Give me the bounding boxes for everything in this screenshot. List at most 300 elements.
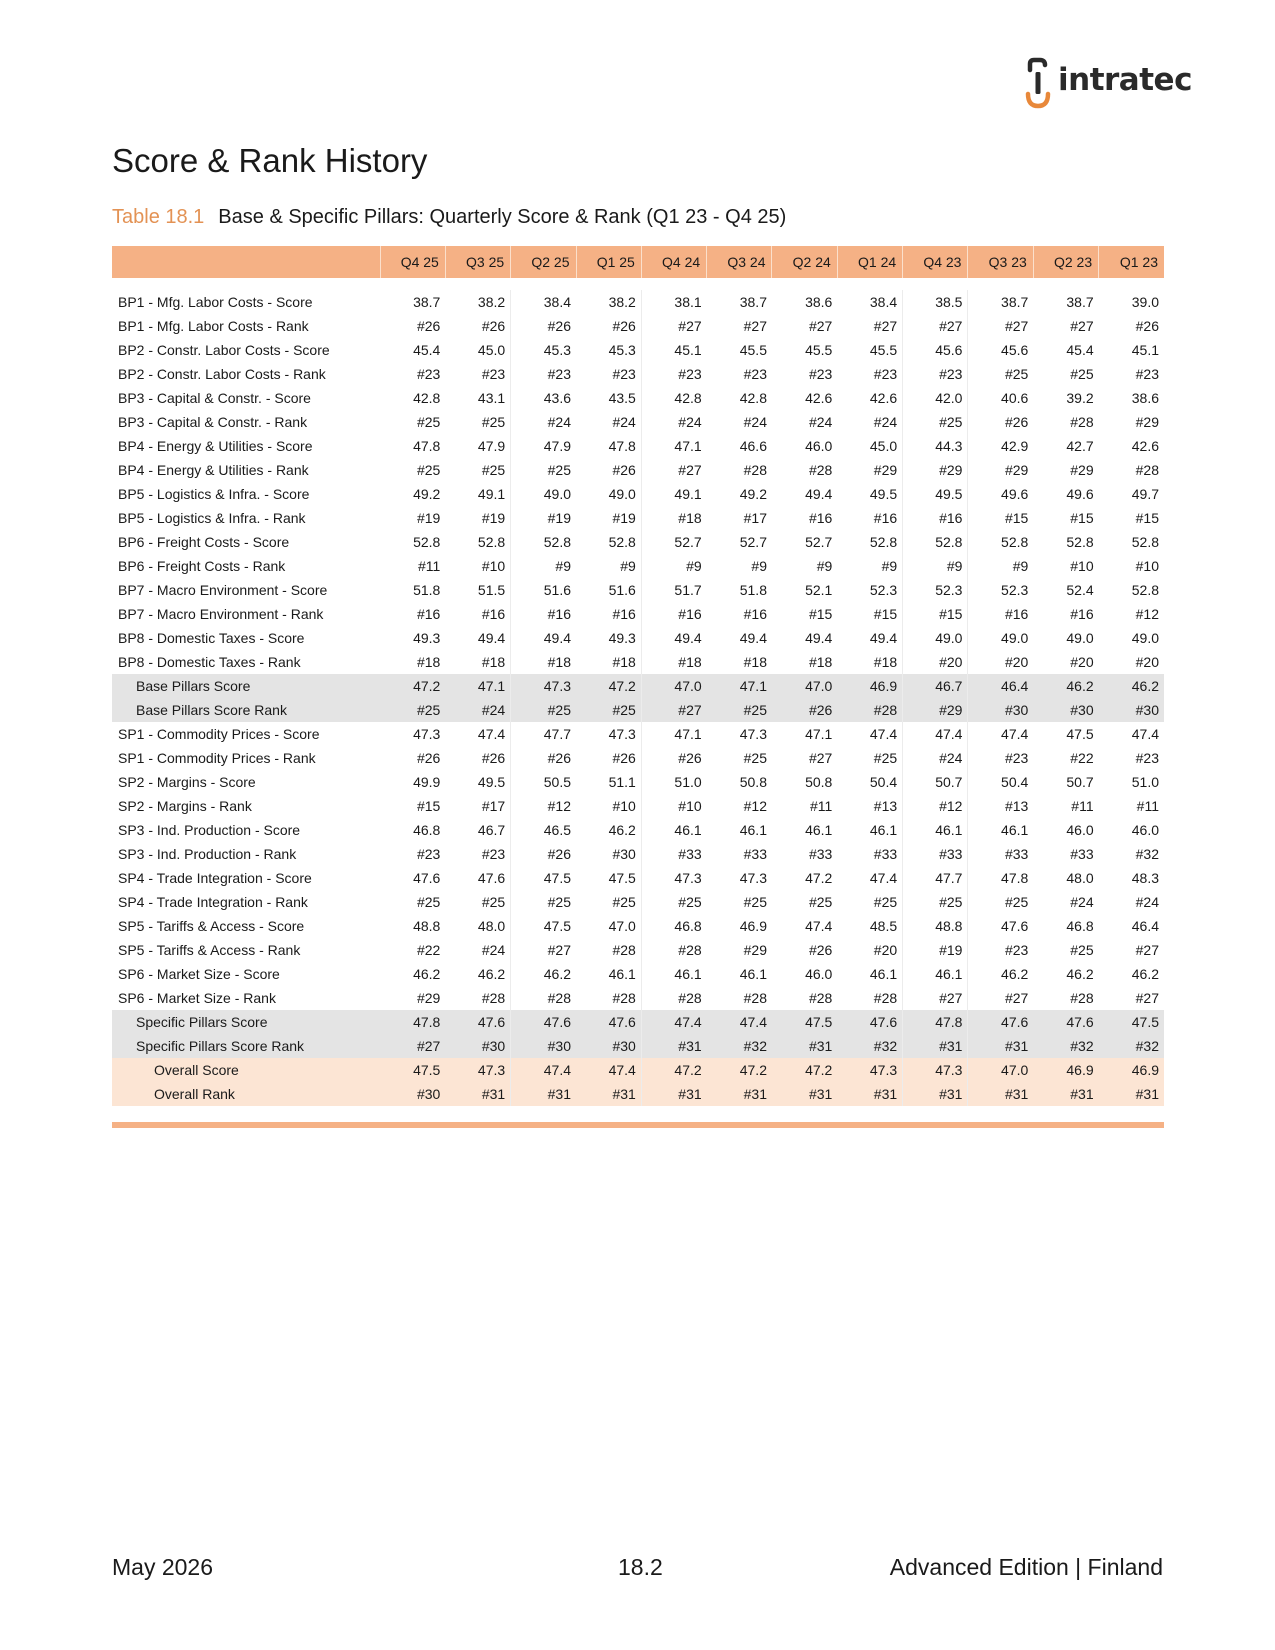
table-cell: 49.0	[1066, 630, 1094, 646]
table-cell: 52.8	[608, 534, 636, 550]
table-cell: #22	[416, 942, 441, 958]
table-cell: 49.0	[968, 626, 1033, 650]
table-cell: #25	[416, 414, 441, 430]
table-cell: 47.8	[413, 438, 441, 454]
table-cell: #23	[511, 362, 576, 386]
table-cell: 49.0	[1131, 630, 1159, 646]
table-cell: 46.7	[903, 674, 968, 698]
table-cell: 45.1	[1131, 342, 1159, 358]
table-cell: #27	[1135, 942, 1159, 958]
table-cell: 46.4	[1131, 918, 1159, 934]
table-cell: #11	[809, 798, 833, 814]
table-cell: #28	[1070, 990, 1094, 1006]
table-cell: 49.4	[477, 630, 506, 646]
table-cell: #28	[641, 938, 706, 962]
table-cell: #26	[511, 746, 576, 770]
table-row	[112, 482, 1164, 506]
table-cell: #24	[445, 698, 510, 722]
table-cell: 47.3	[837, 1058, 902, 1082]
table-cell: 52.3	[903, 578, 968, 602]
logo-wordmark: intratec	[1058, 62, 1192, 98]
table-cell: #29	[903, 458, 968, 482]
table-cell: #18	[511, 650, 576, 674]
table-cell: #33	[903, 842, 968, 866]
table-cell: 47.5	[772, 1010, 837, 1034]
table-cell: 47.5	[608, 870, 636, 886]
table-cell: #10	[612, 798, 636, 814]
table-cell: #19	[612, 510, 636, 526]
table-cell: 39.2	[1066, 390, 1094, 406]
table-cell: #24	[481, 942, 506, 958]
row-label: SP4 - Trade Integration - Rank	[118, 894, 308, 910]
table-row	[112, 698, 1164, 722]
table-cell: #24	[1135, 894, 1159, 910]
table-cell: 49.6	[1066, 486, 1094, 502]
table-cell: 46.1	[869, 966, 898, 982]
table-cell: 38.7	[739, 294, 767, 310]
table-cell: #22	[1070, 750, 1094, 766]
table-cell: 48.3	[1131, 870, 1159, 886]
table-row	[112, 458, 1164, 482]
footer-date: May 2026	[112, 1554, 214, 1580]
table-row	[112, 602, 1164, 626]
table-cell: #26	[641, 746, 706, 770]
table-cell: #25	[1070, 366, 1094, 382]
table-cell: 42.8	[413, 390, 441, 406]
table-cell: 47.3	[739, 726, 767, 742]
table-cell: #31	[511, 1082, 576, 1106]
table-cell: #25	[743, 894, 767, 910]
table-cell: #33	[968, 842, 1033, 866]
table-cell: #23	[416, 366, 441, 382]
table-cell: 46.9	[1099, 1058, 1164, 1082]
table-row	[112, 410, 1164, 434]
column-header: Q4 23	[903, 246, 968, 278]
table-cell: #18	[612, 654, 636, 670]
table-cell: 47.4	[869, 870, 898, 886]
table-row	[112, 890, 1164, 914]
table-cell: #29	[1070, 462, 1094, 478]
table-cell: 49.2	[413, 486, 441, 502]
table-cell: 52.7	[805, 534, 833, 550]
table-cell: #18	[416, 654, 441, 670]
table-cell: #26	[968, 410, 1033, 434]
table-cell: 45.3	[608, 342, 636, 358]
table-cell: #27	[873, 318, 898, 334]
column-header: Q4 25	[380, 246, 445, 278]
table-cell: 46.2	[1033, 674, 1098, 698]
table-cell: #26	[511, 842, 576, 866]
table-cell: #27	[511, 938, 576, 962]
table-cell: #31	[641, 1082, 706, 1106]
table-cell: 47.0	[772, 674, 837, 698]
table-cell: #30	[576, 1034, 641, 1058]
footer-edition: Advanced Edition | Finland	[889, 1554, 1163, 1580]
table-cell: #25	[808, 894, 833, 910]
table-cell: #25	[1070, 942, 1094, 958]
table-cell: 47.1	[641, 722, 706, 746]
table-cell: 47.8	[380, 1010, 445, 1034]
row-label: SP6 - Market Size - Rank	[118, 990, 276, 1006]
table-row	[112, 746, 1164, 770]
table-cell: 47.3	[413, 726, 441, 742]
table-cell: 45.0	[477, 342, 506, 358]
table-row	[112, 962, 1164, 986]
table-cell: #16	[416, 606, 441, 622]
table-cell: #25	[873, 894, 898, 910]
table-row	[112, 578, 1164, 602]
table-cell: 47.8	[903, 1010, 968, 1034]
table-cell: #24	[1070, 894, 1094, 910]
table-cell: 50.8	[805, 774, 833, 790]
table-cell: 49.4	[805, 630, 833, 646]
table-cell: 45.6	[968, 338, 1033, 362]
table-cell: 51.6	[511, 578, 576, 602]
table-cell: #33	[1070, 846, 1094, 862]
table-cell: 46.2	[968, 962, 1033, 986]
table-cell: 47.2	[641, 1058, 706, 1082]
table-cell: 47.1	[707, 674, 772, 698]
table-cell: 38.2	[477, 294, 506, 310]
table-cell: #19	[481, 510, 506, 526]
table-cell: 45.4	[413, 342, 441, 358]
table-cell: 52.7	[739, 534, 767, 550]
column-header: Q3 25	[445, 246, 510, 278]
table-cell: #23	[968, 938, 1033, 962]
table-cell: #27	[808, 750, 833, 766]
table-cell: 46.2	[1131, 966, 1159, 982]
table-spacer-row	[112, 278, 1164, 290]
table-row	[112, 650, 1164, 674]
table-cell: #31	[641, 1034, 706, 1058]
table-cell: 51.8	[413, 582, 441, 598]
table-cell: 38.7	[413, 294, 441, 310]
table-cell: 47.1	[641, 434, 706, 458]
table-cell: 47.3	[608, 726, 636, 742]
column-header: Q1 24	[837, 246, 902, 278]
table-cell: #9	[620, 558, 636, 574]
table-cell: #18	[873, 654, 898, 670]
row-label: Specific Pillars Score	[112, 1010, 380, 1034]
table-cell: #26	[612, 318, 636, 334]
table-cell: 47.6	[968, 914, 1033, 938]
table-cell: #23	[481, 846, 506, 862]
row-label: SP4 - Trade Integration - Score	[118, 870, 312, 886]
table-cell: #31	[903, 1034, 968, 1058]
table-cell: #27	[968, 314, 1033, 338]
table-cell: #25	[903, 890, 968, 914]
table-cell: #18	[481, 654, 506, 670]
table-cell: 48.0	[1066, 870, 1094, 886]
table-cell: 38.7	[968, 290, 1033, 314]
table-cell: 51.5	[477, 582, 506, 598]
table-cell: 40.6	[968, 386, 1033, 410]
table-cell: #12	[1135, 606, 1159, 622]
table-cell: 46.0	[1131, 822, 1159, 838]
table-cell: #9	[881, 558, 898, 574]
table-cell: #25	[511, 698, 576, 722]
column-header: Q2 23	[1033, 246, 1098, 278]
table-cell: #16	[968, 602, 1033, 626]
table-cell: #15	[903, 602, 968, 626]
table-row	[112, 362, 1164, 386]
table-cell: 47.2	[805, 870, 833, 886]
table-row	[112, 818, 1164, 842]
table-cell: #29	[873, 462, 898, 478]
score-rank-table	[112, 246, 1164, 1106]
table-cell: 51.6	[608, 582, 636, 598]
table-cell: #31	[903, 1082, 968, 1106]
table-cell: #23	[903, 362, 968, 386]
table-cell: 49.4	[805, 486, 833, 502]
table-cell: 38.6	[805, 294, 833, 310]
table-cell: 50.8	[739, 774, 767, 790]
table-cell: 49.4	[641, 626, 706, 650]
table-cell: #10	[481, 558, 506, 574]
table-cell: #15	[1135, 510, 1159, 526]
table-row	[112, 554, 1164, 578]
table-cell: 47.4	[968, 722, 1033, 746]
table-cell: #27	[1070, 318, 1094, 334]
table-cell: 50.4	[968, 770, 1033, 794]
table-cell: 49.5	[869, 486, 898, 502]
table-cell: 47.4	[511, 1058, 576, 1082]
table-cell: 47.6	[1033, 1010, 1098, 1034]
table-cell: 47.0	[608, 918, 636, 934]
table-cell: #32	[837, 1034, 902, 1058]
table-cell: #27	[968, 986, 1033, 1010]
table-row	[112, 842, 1164, 866]
row-label: BP7 - Macro Environment - Score	[118, 582, 328, 598]
table-cell: 51.8	[739, 582, 767, 598]
table-cell: 42.0	[903, 386, 968, 410]
table-cell: #25	[903, 410, 968, 434]
table-cell: 49.3	[413, 630, 441, 646]
table-cell: 49.5	[903, 482, 968, 506]
table-cell: 52.4	[1066, 582, 1094, 598]
table-cell: 52.8	[1066, 534, 1094, 550]
table-cell: 49.0	[608, 486, 636, 502]
table-cell: #25	[873, 750, 898, 766]
table-cell: 47.6	[477, 870, 506, 886]
table-cell: #32	[1135, 846, 1159, 862]
table-cell: #23	[873, 366, 898, 382]
table-cell: 46.8	[641, 914, 706, 938]
table-cell: 47.5	[511, 866, 576, 890]
table-cell: #26	[511, 314, 576, 338]
table-row	[112, 794, 1164, 818]
table-cell: 38.5	[903, 290, 968, 314]
table-cell: #25	[511, 458, 576, 482]
table-cell: 46.9	[739, 918, 767, 934]
table-cell: 51.7	[641, 578, 706, 602]
table-cell: #23	[612, 366, 636, 382]
table-caption	[112, 202, 786, 232]
table-bottom-rule	[112, 1122, 1164, 1128]
table-cell: #25	[576, 698, 641, 722]
table-cell: 52.8	[903, 530, 968, 554]
table-cell: #15	[968, 506, 1033, 530]
table-cell: #25	[481, 462, 506, 478]
row-label: Overall Score	[112, 1058, 380, 1082]
table-cell: #20	[873, 942, 898, 958]
table-cell: #10	[641, 794, 706, 818]
row-label: BP6 - Freight Costs - Rank	[118, 558, 286, 574]
table-cell: #16	[743, 606, 767, 622]
table-cell: 47.3	[903, 1058, 968, 1082]
table-cell: #25	[380, 698, 445, 722]
table-cell: #23	[1135, 366, 1159, 382]
table-cell: 49.4	[511, 626, 576, 650]
table-cell: 46.1	[903, 818, 968, 842]
table-cell: #11	[1071, 798, 1094, 814]
table-cell: #26	[416, 750, 441, 766]
table-cell: 47.4	[576, 1058, 641, 1082]
row-label: BP7 - Macro Environment - Rank	[118, 606, 324, 622]
table-cell: #27	[641, 698, 706, 722]
column-header: Q2 24	[772, 246, 837, 278]
table-cell: #24	[612, 414, 636, 430]
table-cell: 46.1	[903, 962, 968, 986]
table-cell: #15	[416, 798, 441, 814]
table-cell: #11	[418, 558, 441, 574]
table-cell: #28	[511, 986, 576, 1010]
table-cell: 47.6	[576, 1010, 641, 1034]
table-cell: #28	[641, 986, 706, 1010]
table-cell: 46.9	[1033, 1058, 1098, 1082]
table-cell: #25	[743, 750, 767, 766]
table-cell: 47.6	[837, 1010, 902, 1034]
table-cell: 50.7	[1066, 774, 1094, 790]
table-cell: #27	[903, 986, 968, 1010]
table-cell: 46.1	[805, 822, 833, 838]
row-label: BP3 - Capital & Constr. - Rank	[118, 414, 308, 430]
table-cell: 43.5	[608, 390, 636, 406]
table-cell: #16	[903, 506, 968, 530]
table-cell: 46.7	[477, 822, 506, 838]
table-cell: #30	[445, 1034, 510, 1058]
table-cell: 47.0	[641, 674, 706, 698]
table-cell: 44.3	[903, 434, 968, 458]
table-cell: #31	[772, 1034, 837, 1058]
table-cell: #31	[576, 1082, 641, 1106]
table-cell: 48.0	[477, 918, 506, 934]
table-cell: #26	[481, 318, 506, 334]
row-label: Base Pillars Score	[112, 674, 380, 698]
table-cell: #33	[743, 846, 767, 862]
table-cell: 47.2	[772, 1058, 837, 1082]
intratec-logo-mark-icon	[1020, 56, 1060, 112]
table-cell: #28	[808, 990, 833, 1006]
table-cell: 46.1	[968, 818, 1033, 842]
table-cell: 46.2	[1066, 966, 1094, 982]
table-cell: #28	[1135, 462, 1159, 478]
table-cell: 46.5	[511, 818, 576, 842]
table-cell: #9	[903, 554, 968, 578]
row-label: BP5 - Logistics & Infra. - Score	[118, 486, 310, 502]
table-cell: #33	[808, 846, 833, 862]
table-cell: #20	[903, 650, 968, 674]
table-cell: #24	[641, 410, 706, 434]
table-cell: #23	[1135, 750, 1159, 766]
table-cell: 47.4	[1131, 726, 1159, 742]
table-cell: #25	[968, 890, 1033, 914]
table-cell: 47.4	[641, 1010, 706, 1034]
table-cell: 47.5	[1066, 726, 1094, 742]
table-cell: #27	[641, 314, 706, 338]
table-cell: 38.4	[869, 294, 898, 310]
table-cell: #24	[903, 746, 968, 770]
table-cell: 49.7	[1131, 486, 1159, 502]
table-cell: #23	[416, 846, 441, 862]
table-row	[112, 866, 1164, 890]
table-cell: 48.8	[413, 918, 441, 934]
table-row	[112, 1058, 1164, 1082]
table-cell: #26	[612, 462, 636, 478]
table-cell: 46.8	[413, 822, 441, 838]
table-cell: #24	[511, 410, 576, 434]
table-cell: 45.0	[869, 438, 898, 454]
table-cell: #16	[612, 606, 636, 622]
table-cell: #25	[416, 462, 441, 478]
table-cell: 45.6	[903, 338, 968, 362]
table-cell: 43.6	[511, 386, 576, 410]
table-cell: 49.2	[739, 486, 767, 502]
table-row	[112, 386, 1164, 410]
table-cell: #19	[416, 510, 441, 526]
table-cell: 52.8	[477, 534, 506, 550]
row-label: BP3 - Capital & Constr. - Score	[118, 390, 311, 406]
table-row	[112, 290, 1164, 314]
table-cell: #26	[808, 942, 833, 958]
table-cell: 42.6	[869, 390, 898, 406]
table-cell: #28	[743, 990, 767, 1006]
table-cell: 46.2	[608, 822, 636, 838]
table-cell: #32	[1099, 1034, 1164, 1058]
table-cell: #16	[808, 510, 833, 526]
table-cell: #13	[968, 794, 1033, 818]
row-label: BP4 - Energy & Utilities - Score	[118, 438, 313, 454]
row-label: BP1 - Mfg. Labor Costs - Rank	[118, 318, 309, 334]
table-cell: 47.1	[445, 674, 510, 698]
table-cell: 46.2	[511, 962, 576, 986]
table-cell: #12	[743, 798, 767, 814]
table-cell: #26	[772, 698, 837, 722]
table-cell: #23	[808, 366, 833, 382]
table-cell: #27	[903, 314, 968, 338]
column-header: Q3 23	[968, 246, 1033, 278]
table-cell: #27	[808, 318, 833, 334]
table-cell: 45.5	[805, 342, 833, 358]
table-cell: 38.4	[511, 290, 576, 314]
table-cell: 42.9	[968, 434, 1033, 458]
table-cell: 46.6	[739, 438, 767, 454]
table-row	[112, 434, 1164, 458]
row-label: BP6 - Freight Costs - Score	[118, 534, 290, 550]
table-cell: 46.4	[968, 674, 1033, 698]
table-cell: #31	[1033, 1082, 1098, 1106]
table-header-row	[112, 246, 1164, 278]
row-label: SP3 - Ind. Production - Score	[118, 822, 301, 838]
table-cell: #10	[1135, 558, 1159, 574]
table-cell: 45.5	[869, 342, 898, 358]
header-label-cell	[112, 246, 380, 278]
table-row	[112, 986, 1164, 1010]
page-title: Score & Rank History	[112, 142, 428, 179]
table-cell: 50.7	[903, 770, 968, 794]
row-label: SP5 - Tariffs & Access - Rank	[118, 942, 301, 958]
table-cell: 47.6	[511, 1010, 576, 1034]
